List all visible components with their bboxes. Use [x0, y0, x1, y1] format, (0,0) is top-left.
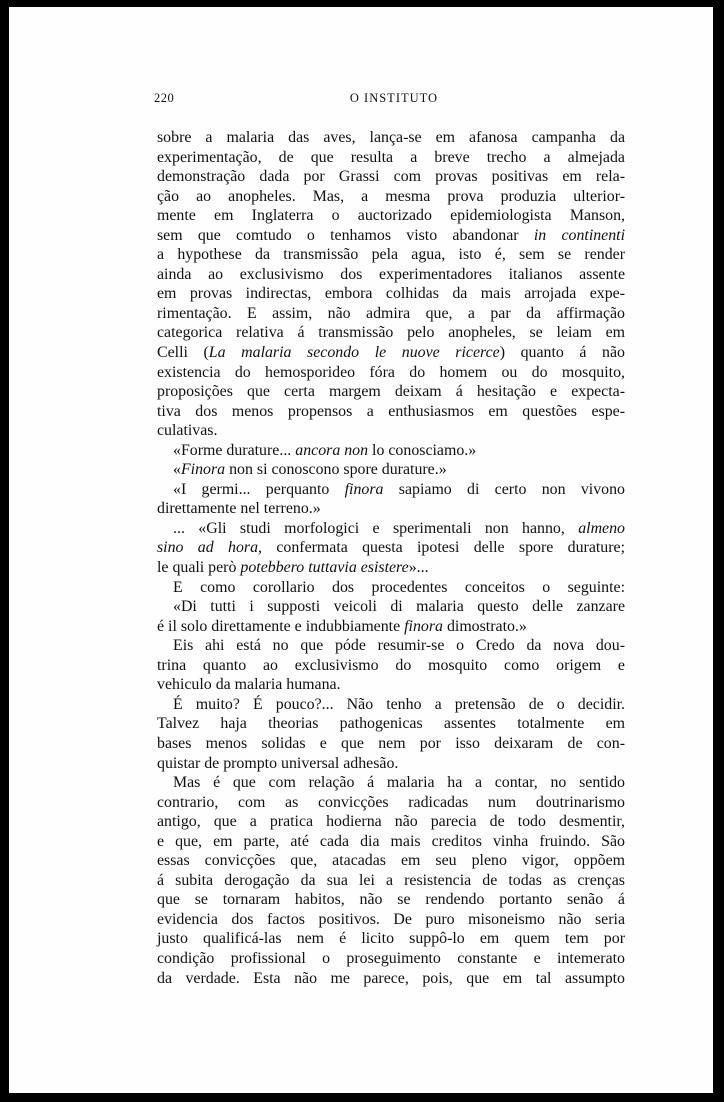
text-line: sobre a malaria das aves, lança-se em afanosa campanha da — [157, 129, 625, 146]
text-line: antigo, que a pratica hodierna não parecia de todo desmentir, — [157, 813, 625, 831]
running-title: O INSTITUTO — [349, 91, 439, 105]
text-line: ainda ao exclusivismo dos experimentadores italianos assente — [157, 265, 625, 283]
text-line: condição profissional o proseguimento constante e intemerato — [157, 949, 625, 967]
text-line: E como corollario dos procedentes conceitos o seguinte: — [173, 578, 625, 596]
text-line: experimentação, de que resulta a breve trecho a almejada — [157, 148, 625, 166]
text-line: demonstração dada por Grassi com provas positivas em rela- — [157, 168, 625, 186]
text-line: ção ao anopheles. Mas, a mesma prova produzia ulterior- — [157, 187, 625, 205]
text-line: á subita derogação da sua lei a resistencia de todas as crenças — [157, 871, 625, 889]
quote-line: «Di tutti i supposti veicoli di malaria questo delle zanzare — [173, 598, 625, 616]
text-line: que se tornaram habitos, não se rendendo portanto senão á — [157, 891, 625, 909]
quote-line: direttamente nel terreno.» — [157, 500, 321, 518]
text-line: É muito? É pouco?... Não tenho a pretensão de o decidir. — [173, 695, 625, 713]
text-line: Eis ahi está no que póde resumir-se o Credo da nova dou- — [173, 637, 625, 655]
text-line: existencia do hemosporideo fóra do homem ou do mosquito, — [157, 363, 625, 381]
text-line: sem que comtudo o tenhamos visto abandonar in continenti — [157, 226, 626, 244]
text-line: trina quanto ao exclusivismo do mosquito como origem e — [157, 656, 625, 674]
text-line: culativas. — [157, 422, 218, 440]
text-line: tiva dos menos propensos a enthusiasmos em questões espe- — [157, 402, 625, 420]
text-line: justo qualificá-las nem é licito suppô-lo em quem tem por — [157, 930, 625, 948]
text-line: e que, em parte, até cada dia mais creditos vinha fruindo. São — [157, 832, 625, 850]
text-line: Mas é que com relação á malaria ha a contar, no sentido — [173, 774, 625, 792]
quote-line: le quali però potebbero tuttavia esistere»... — [157, 559, 429, 577]
book-page — [9, 7, 713, 1093]
quote-line: «Finora non si conoscono spore durature.» — [173, 461, 447, 479]
text-line: bases menos solidas e que nem por isso deixaram de con- — [157, 734, 625, 752]
text-line: mente em Inglaterra o auctorizado epidemiologista Manson, — [157, 207, 625, 225]
text-line: essas convicções que, atacadas em seu pleno vigor, oppõem — [157, 852, 625, 870]
page-number: 220 — [154, 91, 175, 105]
quote-line: sino ad hora, confermata questa ipotesi delle spore durature; — [157, 539, 625, 557]
quote-line: ... «Gli studi morfologici e sperimentali non hanno, almeno — [173, 519, 625, 537]
text-line: proposições que certa margem deixam á hesitação e expecta- — [157, 383, 625, 401]
text-line: contrario, com as convicções radicadas num doutrinarismo — [157, 793, 625, 811]
text-line: quistar de prompto universal adhesão. — [157, 754, 399, 772]
text-line: evidencia dos factos positivos. De puro misoneismo não seria — [157, 910, 625, 928]
page-header — [154, 91, 634, 111]
text-line: categorica relativa á transmissão pelo anopheles, se leiam em — [157, 324, 625, 342]
text-line: rimentação. E assim, não admira que, a par da affirmação — [157, 304, 625, 322]
text-line: em provas indirectas, embora colhidas da mais arrojada expe- — [157, 285, 625, 303]
text-line: Talvez haja theorias pathogenicas assentes totalmente em — [157, 715, 625, 733]
body-text — [157, 128, 625, 988]
text-line: Celli (La malaria secondo le nuove ricerce) quanto á não — [157, 344, 625, 362]
text-line: a hypothese da transmissão pela agua, isto é, sem se render — [157, 246, 625, 264]
text-line: vehiculo da malaria humana. — [157, 676, 341, 694]
quote-line: é il solo direttamente e indubbiamente finora dimostrato.» — [157, 617, 527, 635]
text-line: da verdade. Esta não me parece, pois, que em tal assumpto — [157, 969, 625, 987]
quote-line: «I germi... perquanto finora sapiamo di certo non vivono — [173, 480, 625, 498]
quote-line: «Forme durature... ancora non lo conosciamo.» — [173, 441, 477, 459]
